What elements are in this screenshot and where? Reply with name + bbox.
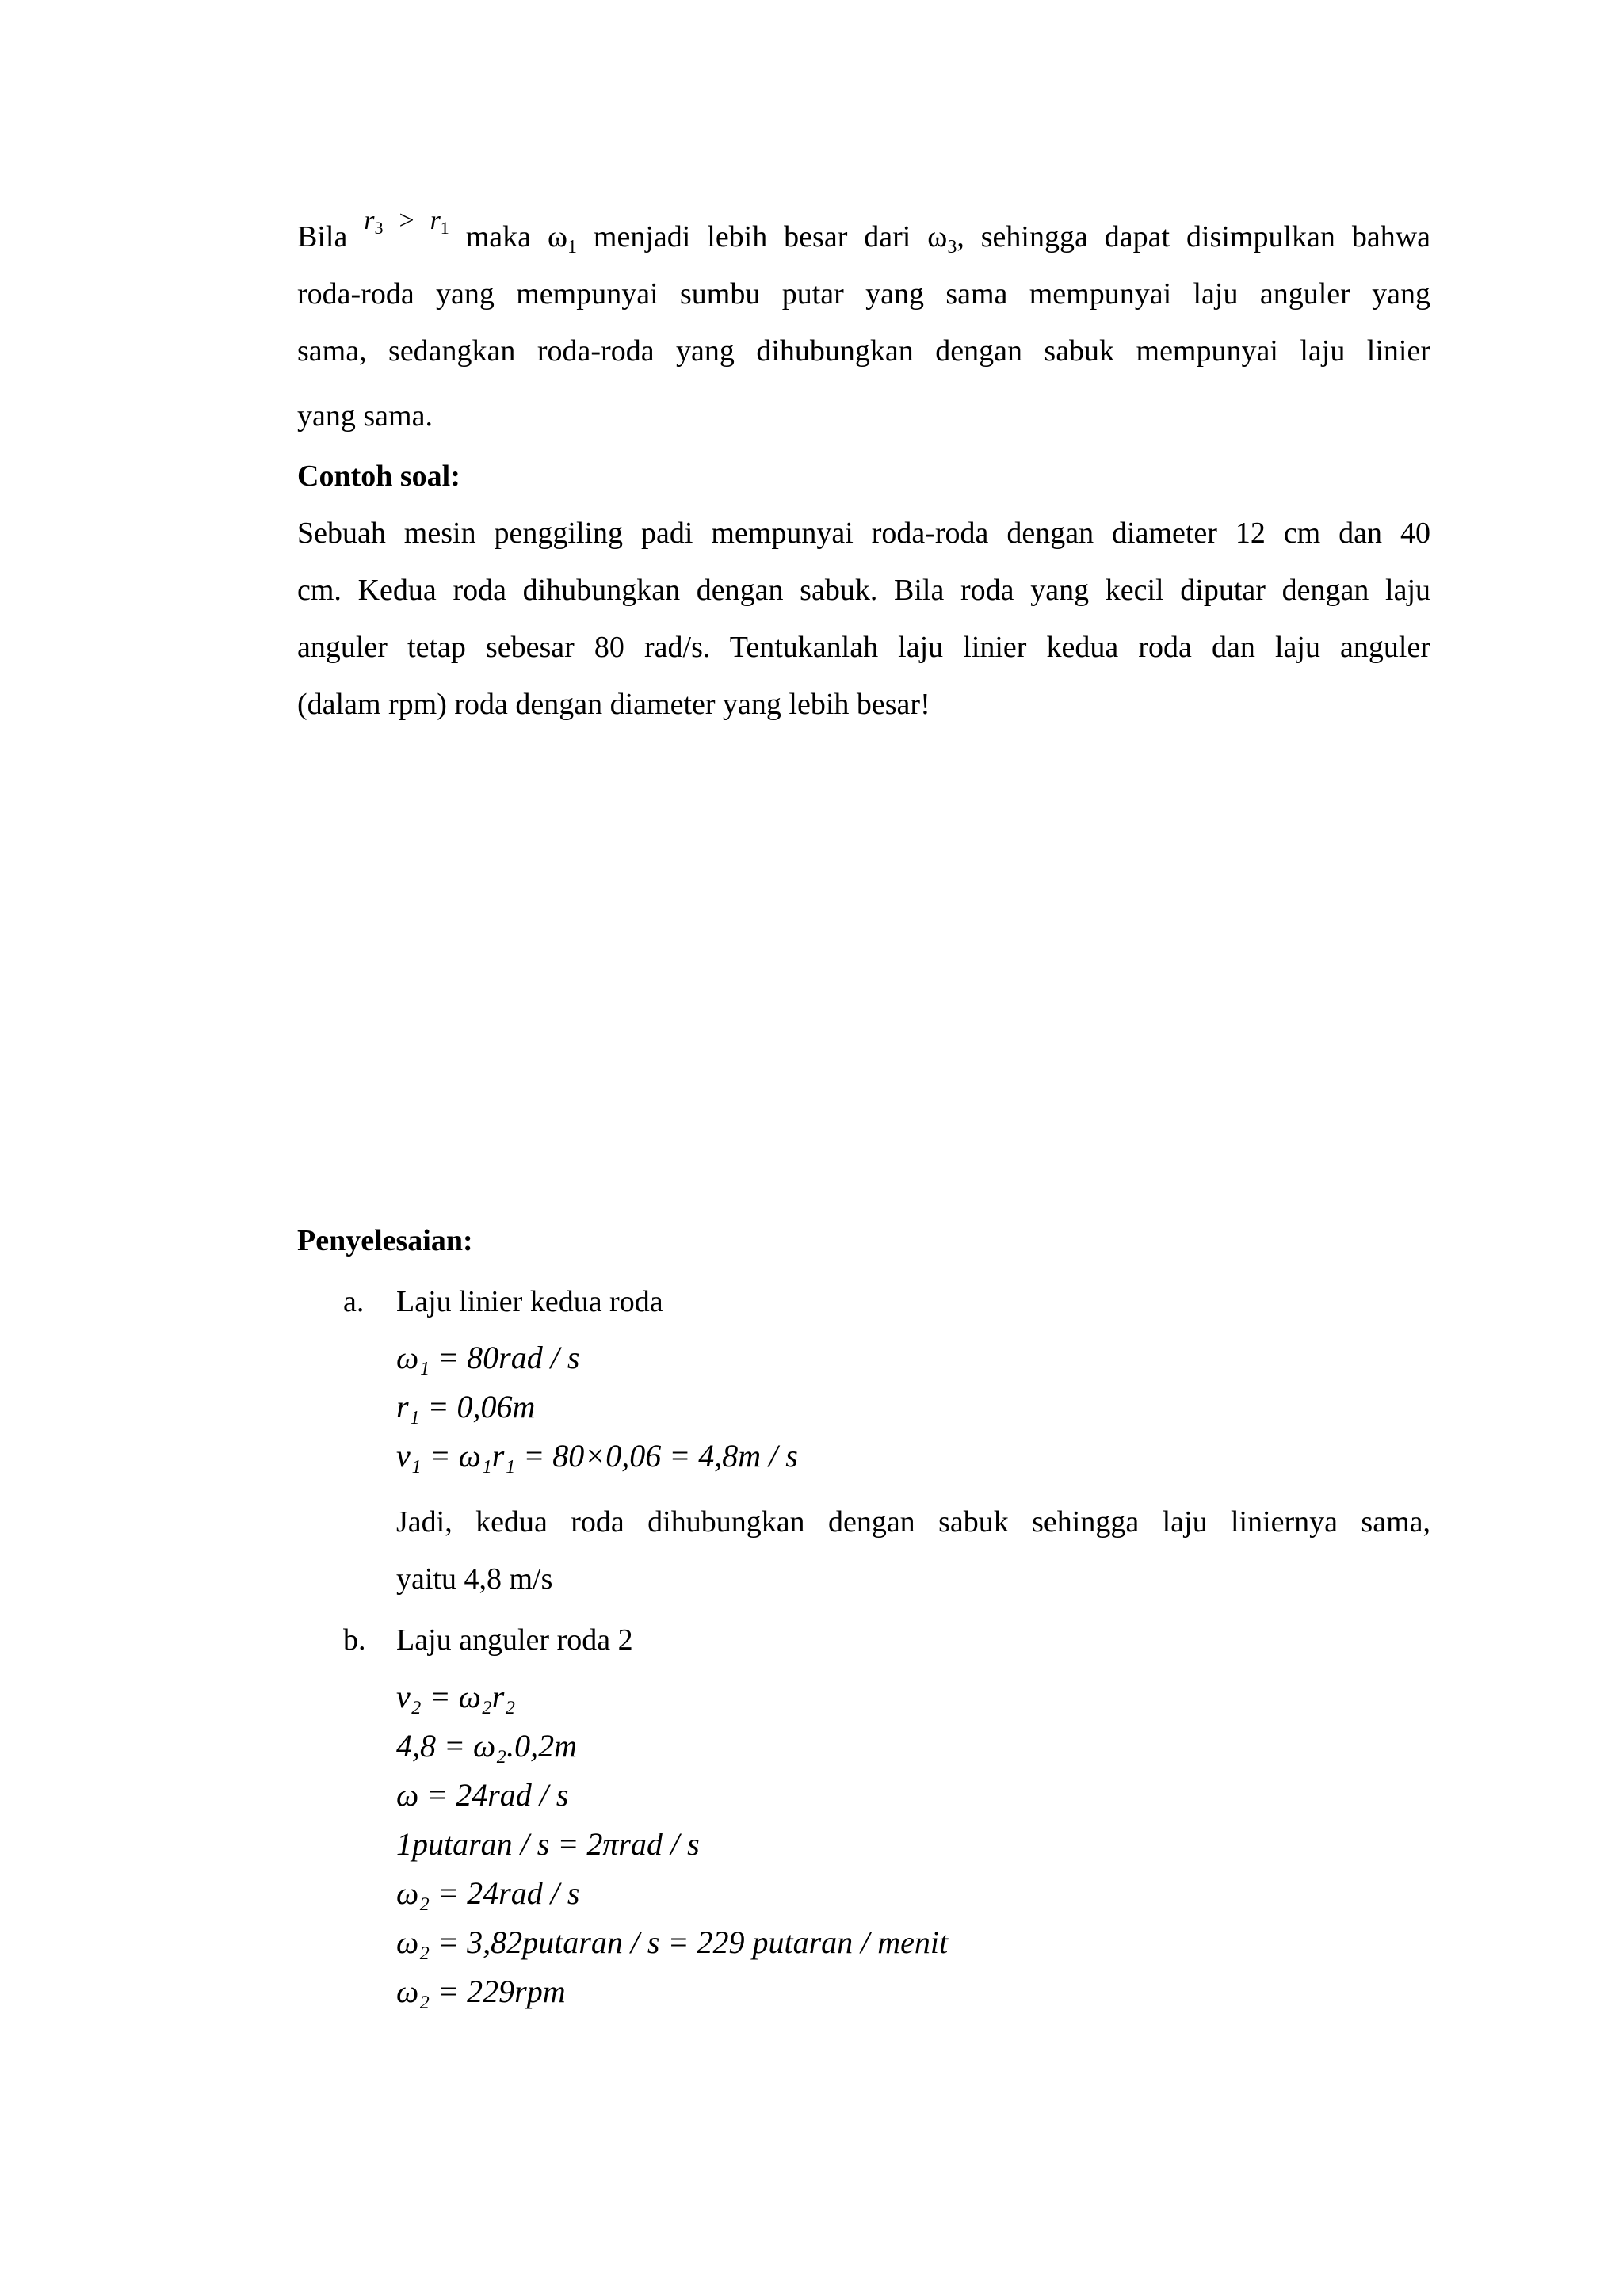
- solution-heading: Penyelesaian:: [297, 1224, 473, 1257]
- example-line-4: (dalam rpm) roda dengan diameter yang lebih besar!: [297, 688, 930, 721]
- intro-line-3: sama, sedangkan roda-roda yang dihubungkan dengan sabuk mempunyai laju linier: [297, 334, 1430, 368]
- part-a-conclusion-line-1: Jadi, kedua roda dihubungkan dengan sabuk sehingga laju liniernya sama,: [396, 1505, 1430, 1539]
- example-line-1: Sebuah mesin penggiling padi mempunyai roda-roda dengan diameter 12 cm dan 40: [297, 517, 1430, 550]
- part-b-eq-6: ω₂ = 3,82putaran / s = 229 putaran / menit: [396, 1924, 949, 1960]
- part-b-eq-4: 1putaran / s = 2πrad / s: [396, 1826, 700, 1862]
- example-heading: Contoh soal:: [297, 460, 460, 493]
- part-a-conclusion-line-2: yaitu 4,8 m/s: [396, 1562, 553, 1596]
- example-line-3: anguler tetap sebesar 80 rad/s. Tentukanlah laju linier kedua roda dan laju anguler: [297, 631, 1430, 664]
- intro-bila: Bila: [297, 220, 348, 254]
- intro-line-4: yang sama.: [297, 399, 433, 433]
- part-a-eq-3: v₁ = ω₁r₁ = 80×0,06 = 4,8m / s: [396, 1438, 798, 1474]
- example-line-2: cm. Kedua roda dihubungkan dengan sabuk. Bila roda yang kecil diputar dengan laju: [297, 574, 1430, 607]
- part-a-title: Laju linier kedua roda: [396, 1285, 663, 1318]
- part-a-marker: a.: [343, 1285, 365, 1318]
- part-a-eq-2: r₁ = 0,06m: [396, 1389, 536, 1425]
- part-b-eq-3: ω = 24rad / s: [396, 1777, 569, 1813]
- inline-inequality: $r_3 > r_1$: [364, 206, 449, 238]
- part-a-eq-1: ω₁ = 80rad / s: [396, 1340, 580, 1375]
- intro-omega-text: maka $\omega_1$ menjadi lebih besar dari $\omega_3$, sehingga dapat disimpulkan bahwa: [465, 220, 1431, 257]
- part-b-eq-1: v₂ = ω₂r₂: [396, 1679, 516, 1714]
- part-b-marker: b.: [343, 1623, 366, 1657]
- part-b-eq-5: ω₂ = 24rad / s: [396, 1875, 580, 1911]
- part-b-eq-7: ω₂ = 229rpm: [396, 1974, 566, 2009]
- part-b-eq-2: 4,8 = ω₂.0,2m: [396, 1728, 578, 1764]
- part-b-title: Laju anguler roda 2: [396, 1623, 633, 1657]
- intro-line-2: roda-roda yang mempunyai sumbu putar yang sama mempunyai laju anguler yang: [297, 277, 1430, 311]
